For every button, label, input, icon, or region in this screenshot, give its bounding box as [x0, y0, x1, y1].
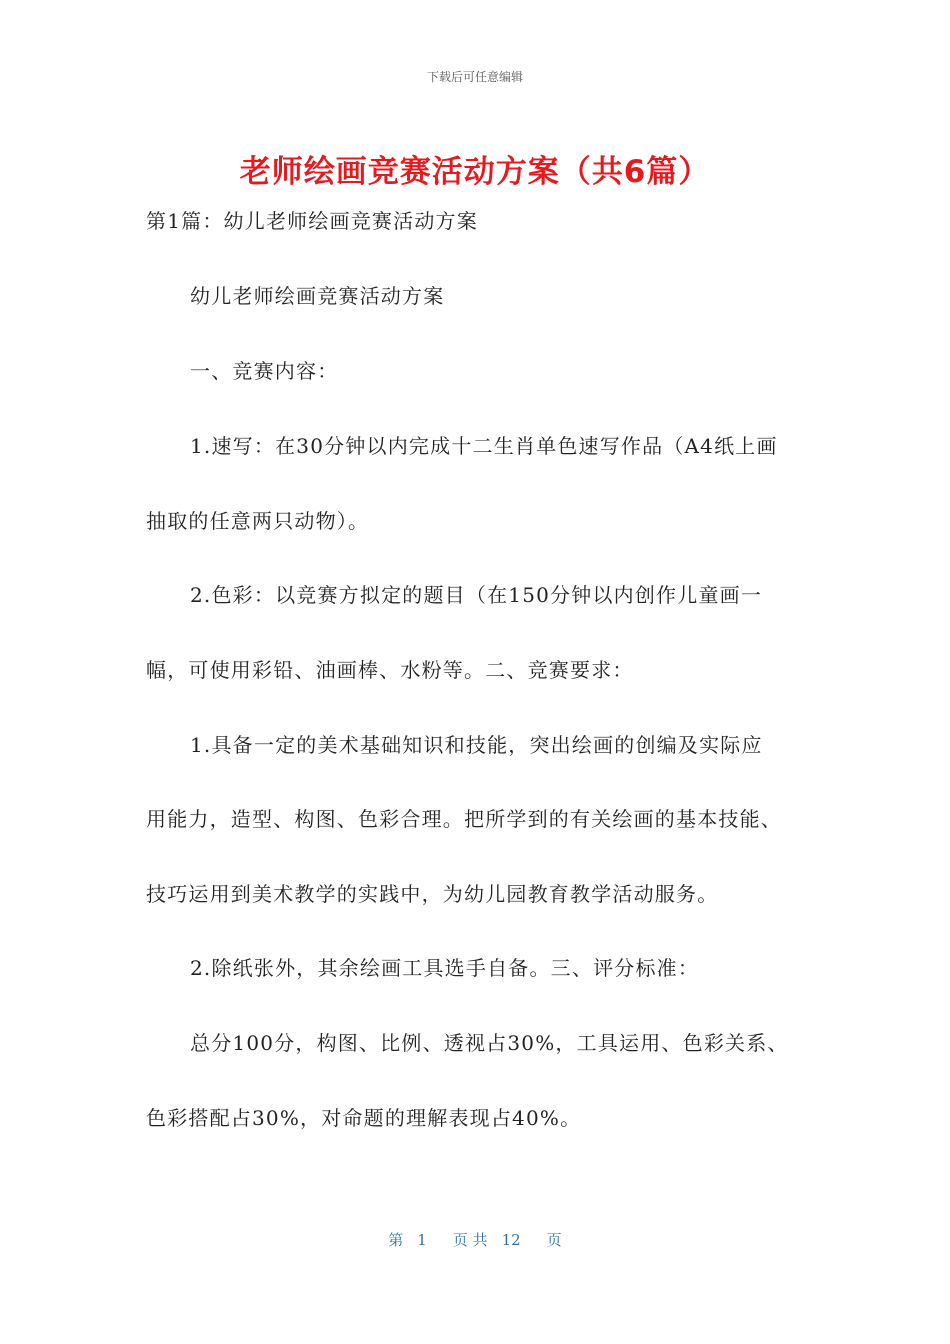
paragraph-line: 一、竞赛内容：	[190, 359, 339, 383]
paragraph-line: 总分100分，构图、比例、透视占30%，工具运用、色彩关系、	[190, 1031, 789, 1055]
paragraph-line: 2.除纸张外，其余绘画工具选手自备。三、评分标准：	[190, 956, 700, 980]
paragraph-line: 幼儿老师绘画竞赛活动方案	[190, 284, 445, 308]
page-footer	[0, 1229, 950, 1250]
document-title: 老师绘画竞赛活动方案（共6篇）	[239, 154, 711, 190]
footer-middle: 页 共	[452, 1231, 488, 1249]
paragraph-line: 技巧运用到美术教学的实践中，为幼儿园教育教学活动服务。	[146, 882, 719, 906]
footer-total-pages: 12	[501, 1231, 521, 1249]
footer-suffix: 页	[546, 1231, 562, 1249]
paragraph-line: 用能力，造型、构图、色彩合理。把所学到的有关绘画的基本技能、	[146, 807, 782, 831]
paragraph-line: 色彩搭配占30%，对命题的理解表现占40%。	[146, 1106, 582, 1130]
paragraph-line: 1.具备一定的美术基础知识和技能，突出绘画的创编及实际应	[190, 733, 763, 757]
page-header-note: 下载后可任意编辑	[426, 70, 523, 84]
footer-page-number: 1	[417, 1231, 427, 1249]
paragraph-line: 2.色彩：以竞赛方拟定的题目（在150分钟以内创作儿童画一	[190, 583, 763, 607]
paragraph-line: 1.速写：在30分钟以内完成十二生肖单色速写作品（A4纸上画	[190, 434, 778, 458]
paragraph-line: 幅，可使用彩铅、油画棒、水粉等。二、竞赛要求：	[146, 658, 634, 682]
paragraph-line: 抽取的任意两只动物）。	[146, 509, 370, 533]
section-heading: 第1篇：幼儿老师绘画竞赛活动方案	[146, 209, 478, 233]
footer-prefix: 第	[388, 1231, 404, 1249]
